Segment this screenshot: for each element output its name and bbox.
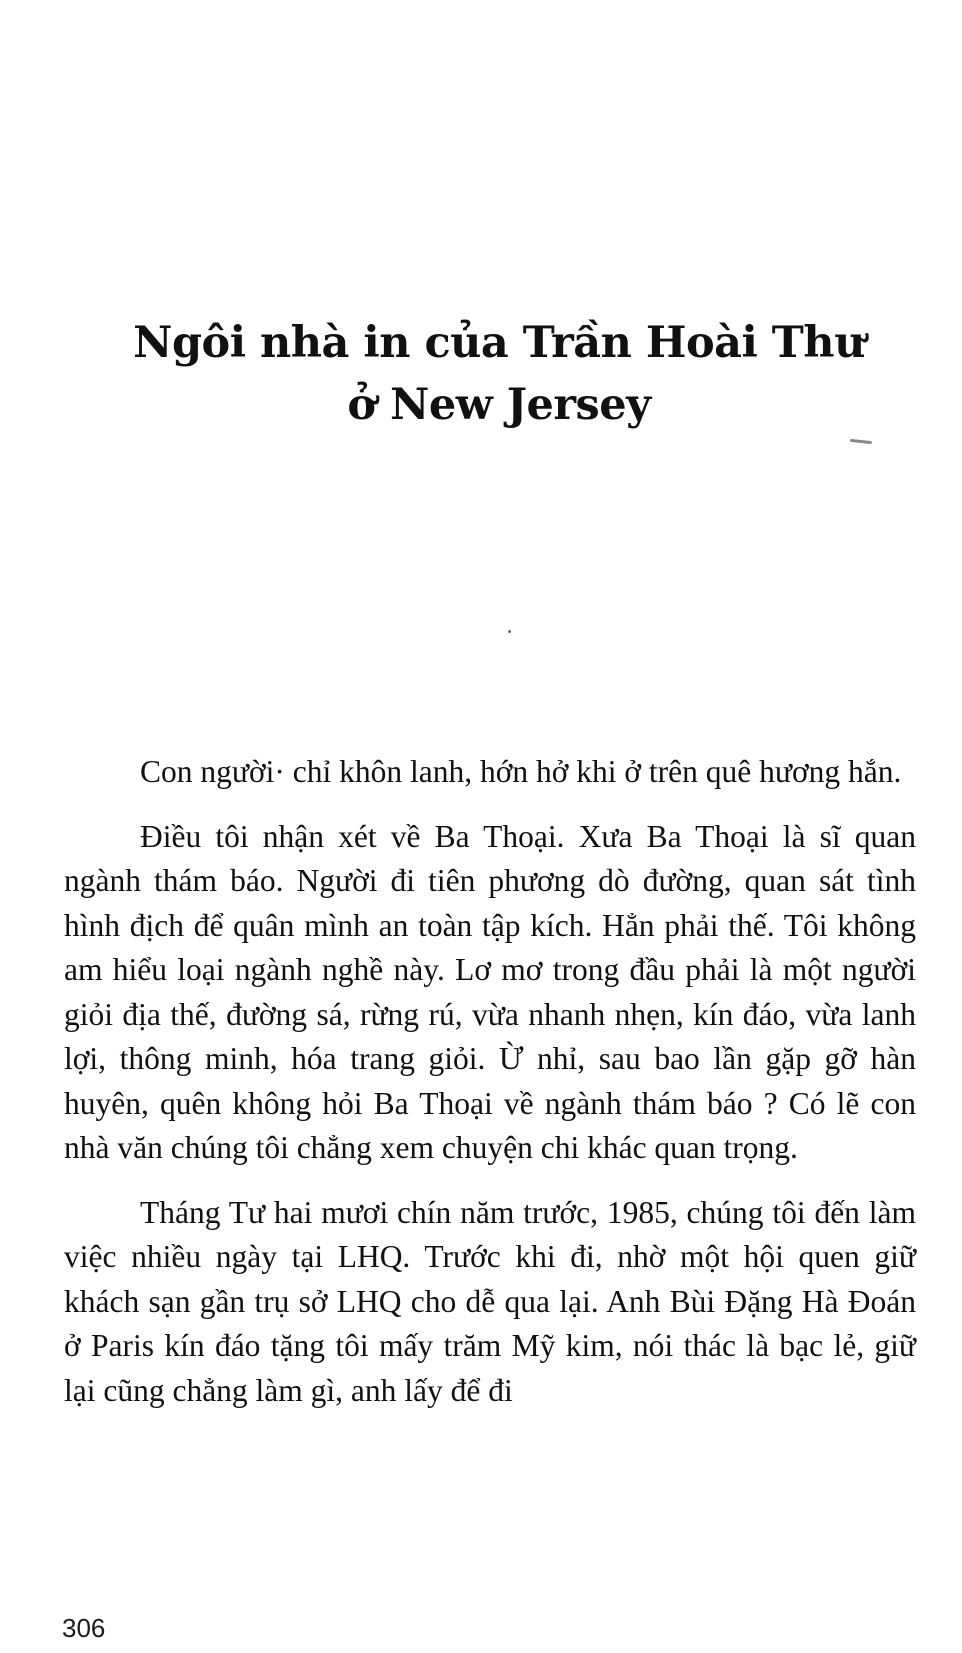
chapter-title-line-2: ở New Jersey [347,380,651,430]
page-number: 306 [62,1613,106,1643]
scan-speck-mark [508,630,511,633]
chapter-title-line-1: Ngôi nhà in của Trần Hoài Thư [133,318,865,368]
scan-smudge-mark [850,439,872,444]
paragraph-3: Tháng Tư hai mươi chín năm trước, 1985, chúng tôi đến làm việc nhiều ngày tại LHQ. Trước khi đi, nhờ một hội quen giữ khách sạn gần trụ sở LHQ cho dễ qua lại. Anh Bùi Đặng Hà Đoán ở Paris kín đáo tặng tôi mấy trăm Mỹ kim, nói thác là bạc lẻ, giữ lại cũng chẳng làm gì, anh lấy để đi [64,1194,916,1408]
paragraph-2: Điều tôi nhận xét về Ba Thoại. Xưa Ba Thoại là sĩ quan ngành thám báo. Người đi tiên phương dò đường, quan sát tình hình địch để quân mình an toàn tập kích. Hẳn phải thế. Tôi không am hiểu loại ngành nghề này. Lơ mơ trong đầu phải là một người giỏi địa thế, đường sá, rừng rú, vừa nhanh nhẹn, kín đáo, vừa lanh lợi, thông minh, hóa trang giỏi. Ừ nhỉ, sau bao lần gặp gỡ hàn huyên, quên không hỏi Ba Thoại về ngành thám báo ? Có lẽ con nhà văn chúng tôi chẳng xem chuyện chi khác quan trọng. [64,818,916,1165]
paragraph-1: Con người· chỉ khôn lanh, hớn hở khi ở trên quê hương hắn. [140,754,902,789]
body-text [64,750,916,1413]
